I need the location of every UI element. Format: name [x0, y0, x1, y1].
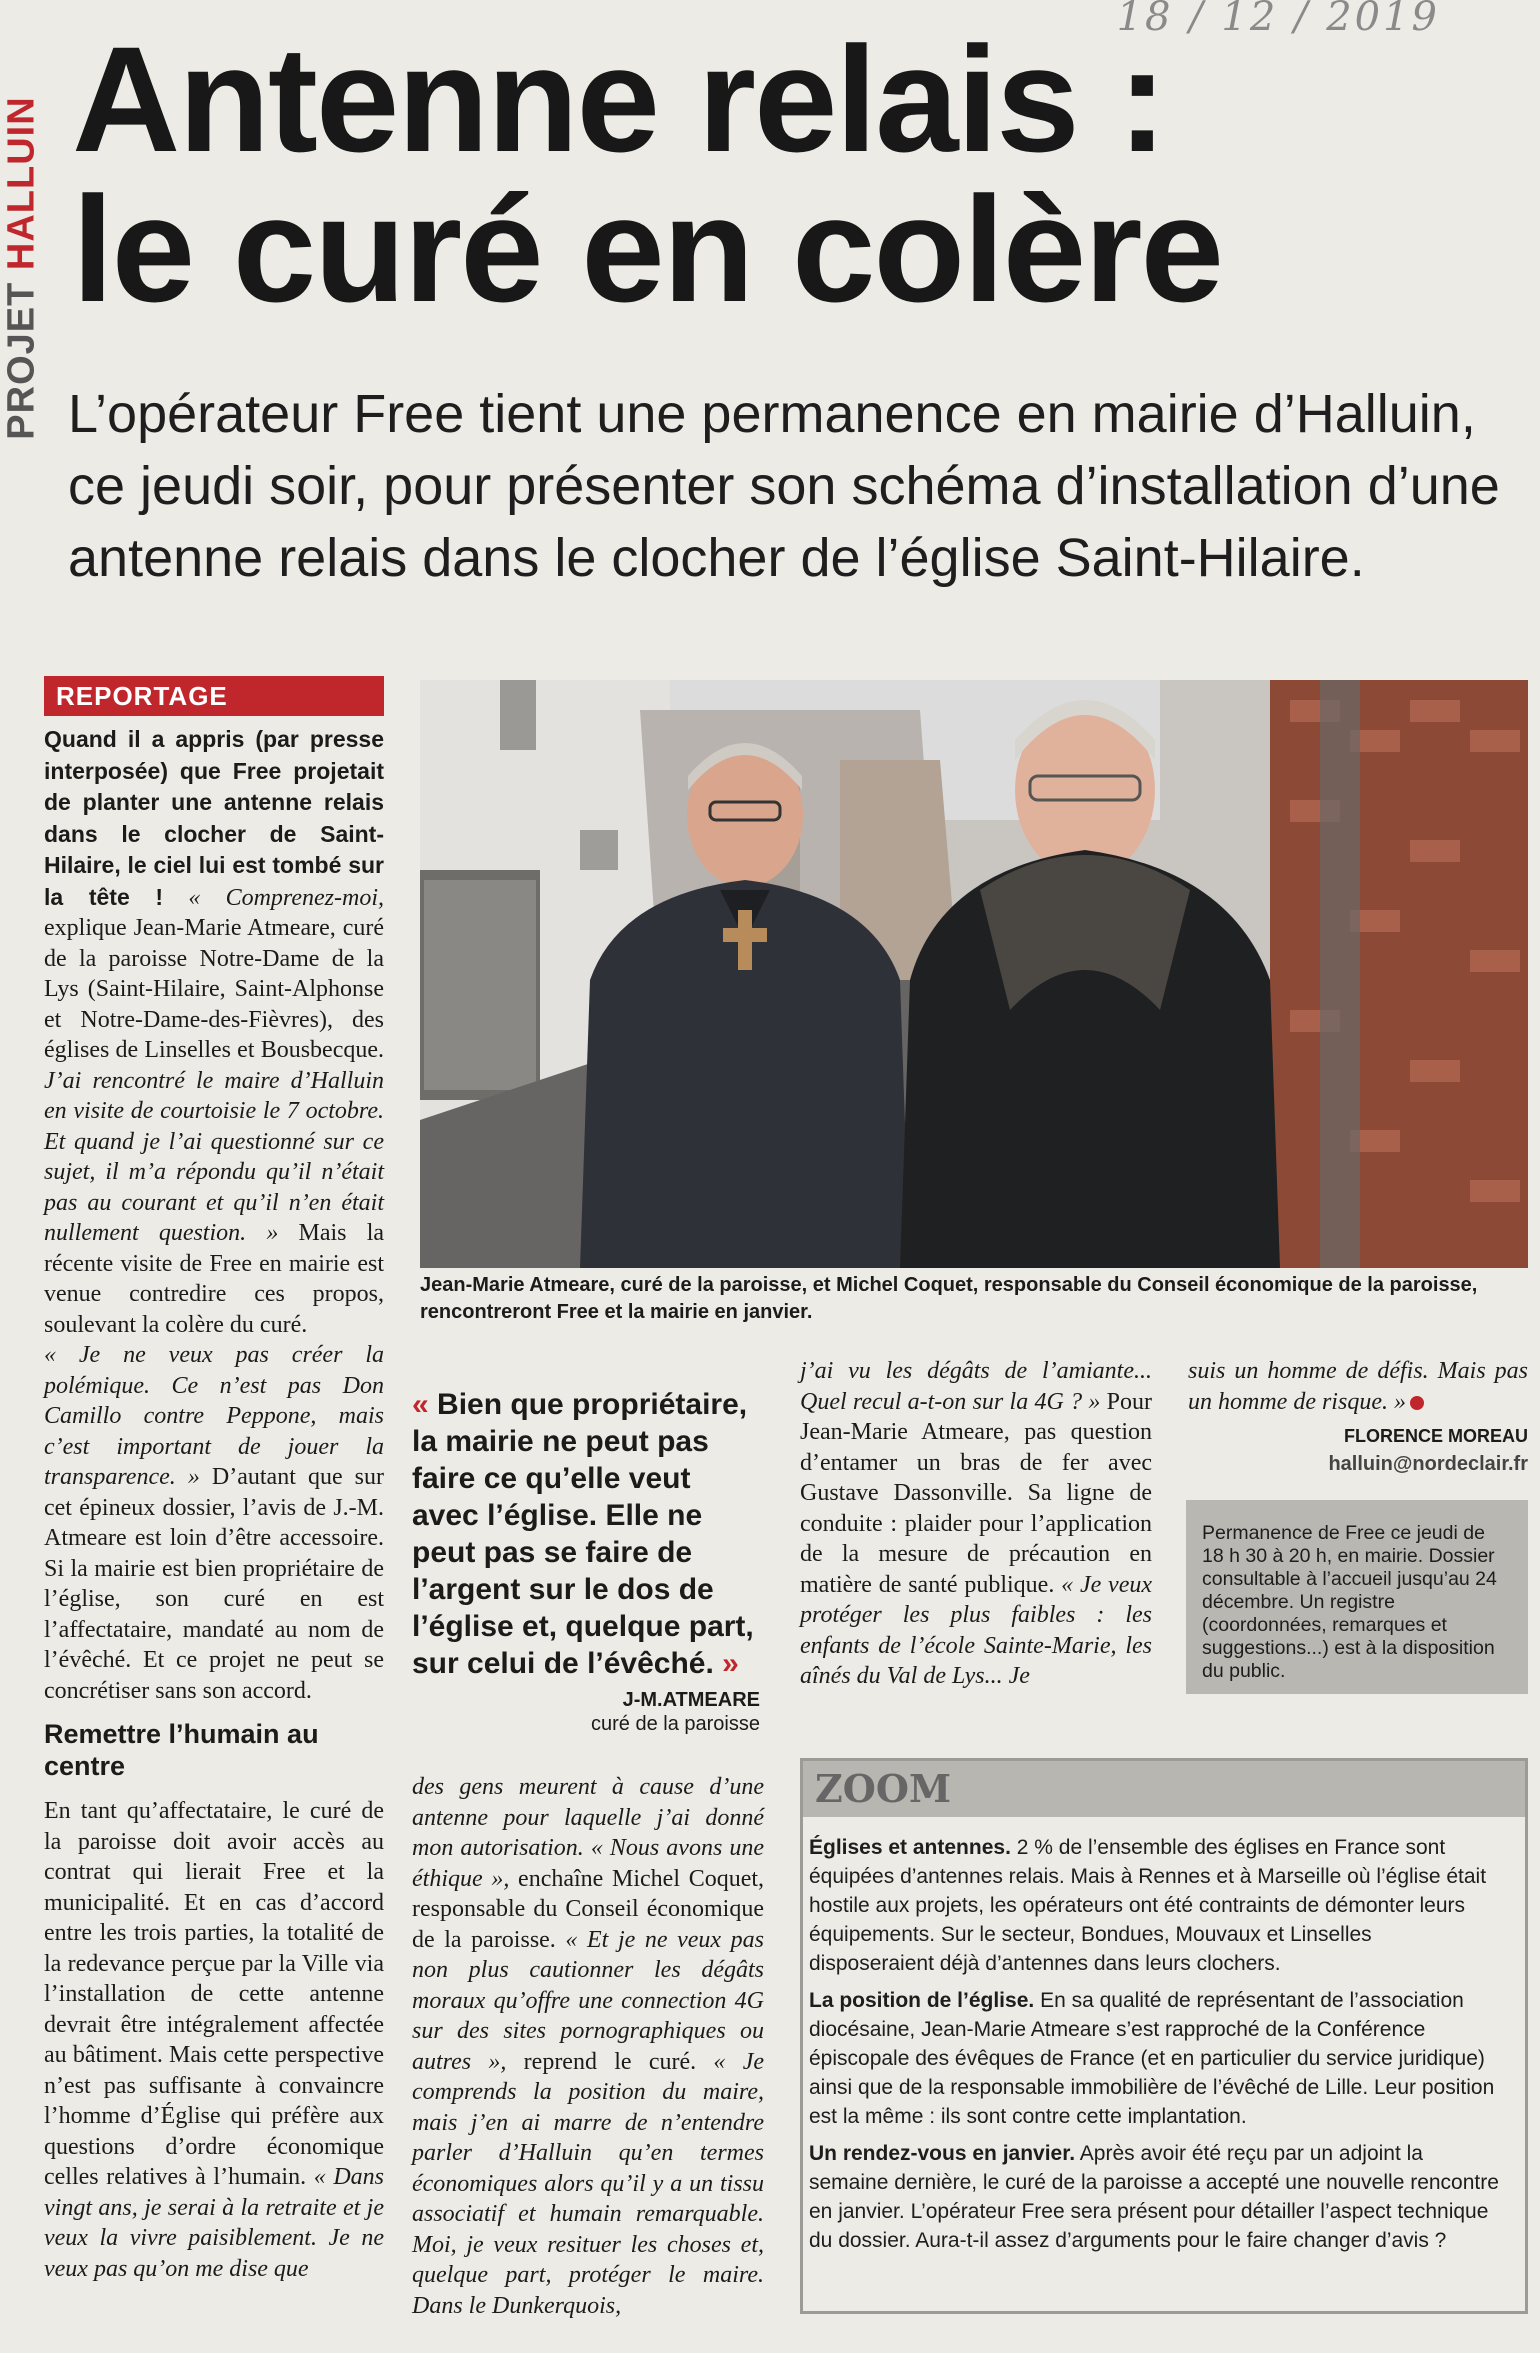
headline-line-1: Antenne relais :: [72, 15, 1166, 183]
handwritten-date: 18 / 12 / 2019: [1116, 0, 1440, 40]
quote-open-mark: «: [412, 1388, 429, 1421]
quote-fragment: J’ai rencontré le maire d’Halluin en visite de courtoisie le 7 octobre. Et quand je l’ai questionné sur ce sujet, il m’a répondu qu’il n’était pas au courant et qu’il n’en était nullement question. »: [44, 1067, 384, 1246]
pull-quote: [412, 1386, 760, 1736]
quote-fragment: « Comprenez-moi,: [188, 884, 384, 911]
quote-fragment: « Je ne veux pas créer la polémique. Ce n’est pas Don Camillo contre Peppone, mais c’est important de jouer la transparence. »: [44, 1342, 384, 1490]
body-text: reprend le curé.: [523, 2048, 697, 2075]
lead-paragraph: Quand il a appris (par presse interposée) que Free projetait de planter une antenne relais dans le clocher de Saint-Hilaire, le ciel lui est tombé sur la tête !: [44, 726, 384, 910]
body-text: Mais la récente visite de Free en mairie est venue contredire ces propos, soulevant la colère du curé.: [44, 1220, 385, 1338]
quote-fragment: j’ai vu les dégâts de l’amiante... Quel recul a-t-on sur la 4G ? »: [800, 1358, 1152, 1415]
two-men-photo-icon: [420, 680, 1528, 1268]
quote-author-role: curé de la paroisse: [591, 1713, 760, 1735]
zoom-title: ZOOM: [803, 1761, 1525, 1817]
zoom-point-text: En sa qualité de représentant de l’association diocésaine, Jean-Marie Atmeare s’est rapproché de la Conférence épiscopale des évêques de France (et en particulier du service juridique) ainsi que de la responsable immobilière de l’évêché de Lille. Leur position est la même : ils sont contre cette implantation.: [809, 1989, 1495, 2128]
article-column-3: [800, 1356, 1152, 1692]
body-text: enchaîne Michel Coquet, responsable du Conseil économique de la paroisse.: [412, 1865, 765, 1953]
zoom-box: [800, 1758, 1528, 2314]
quote-fragment: « Nous avons une éthique »,: [412, 1835, 764, 1892]
quote-fragment: des gens meurent à cause d’une antenne pour laquelle j’ai donné mon autorisation.: [412, 1774, 764, 1861]
section-rubric: [2, 18, 42, 518]
reportage-kicker: REPORTAGE: [44, 676, 384, 716]
quote-fragment: « Dans vingt ans, je serai à la retraite et je veux la vivre paisiblement. Je ne veux pas qu’on me dise que: [44, 2164, 385, 2282]
body-text: explique Jean-Marie Atmeare, curé de la paroisse Notre-Dame de la Lys (Saint-Hilaire, Saint-Alphonse et Notre-Dame-des-Fièvres), des églises de Linselles et Bousbecque.: [44, 915, 384, 1063]
body-text: Pour Jean-Marie Atmeare, pas question d’entamer un bras de fer avec Gustave Dassonville. Sa ligne de conduite : plaider pour l’application de la mesure de précaution en matière de santé publique.: [800, 1388, 1152, 1598]
quote-fragment: « Je veux protéger les plus faibles : les enfants de l’école Sainte-Marie, les aînés du Val de Lys... Je: [800, 1571, 1153, 1689]
author-email: halluin@nordeclair.fr: [1328, 1453, 1528, 1475]
practical-info-box: Permanence de Free ce jeudi de 18 h 30 à 20 h, en mairie. Dossier consultable à l’accueil jusqu’au 24 décembre. Un registre (coordonnées, remarques et suggestions...) est à la disposition du public.: [1186, 1500, 1528, 1694]
body-text: D’autant que sur cet épineux dossier, l’avis de J.-M. Atmeare est loin d’être accessoire. Si la mairie est bien propriétaire de l’église, son curé en est l’affectataire, mandaté au nom de l’évêché. Et ce projet ne peut se concrétiser sans son accord.: [44, 1464, 384, 1704]
zoom-point-text: 2 % de l’ensemble des églises en France sont équipées d’antennes relais. Mais à Rennes et à Marseille où l’église était hostile aux projets, les opérateurs ont été contraints de démonter leurs équipements. Sur le secteur, Bondues, Mouvaux et Linselles disposeraient déjà d’antennes dans leurs clochers.: [809, 1836, 1487, 1975]
quote-close-mark: »: [722, 1647, 739, 1680]
zoom-body: [809, 1833, 1499, 2263]
quote-fragment: suis un homme de défis. Mais pas un homme de risque. »: [1188, 1358, 1528, 1415]
article-photo: [420, 680, 1528, 1268]
rubric-place: HALLUIN: [0, 96, 43, 271]
article-column-1: [44, 724, 384, 2284]
zoom-point-title: Un rendez-vous en janvier.: [809, 2142, 1076, 2165]
zoom-point-text: Après avoir été reçu par un adjoint la semaine dernière, le curé de la paroisse a accepté une nouvelle rencontre en janvier. L’opérateur Free sera présent pour détailler l’aspect technique du dossier. Aura-t-il assez d’arguments pour le faire changer d’avis ?: [809, 2142, 1499, 2252]
zoom-point-title: La position de l’église.: [809, 1989, 1035, 2012]
zoom-point-title: Églises et antennes.: [809, 1836, 1011, 1859]
rubric-prefix: PROJET: [0, 281, 43, 440]
photo-caption: Jean-Marie Atmeare, curé de la paroisse, et Michel Coquet, responsable du Conseil économique de la paroisse, rencontreront Free et la mairie en janvier.: [420, 1274, 1478, 1323]
author-byline: FLORENCE MOREAU: [1344, 1426, 1528, 1446]
quote-author: J-M.ATMEARE: [622, 1689, 760, 1711]
article-column-4: [1188, 1356, 1528, 1479]
body-text: En tant qu’affectataire, le curé de la paroisse doit avoir accès au contrat qui lierait Free et la municipalité. Et en cas d’accord entre les trois parties, la totalité de la redevance perçue par la Ville via l’installation de cette antenne devrait être intégralement affectée au bâtiment. Mais cette perspective n’est pas suffisante à convaincre l’homme d’Église qui préfère aux questions d’ordre économique celles relatives à l’humain.: [44, 1798, 384, 2190]
end-bullet-icon: [1410, 1396, 1424, 1410]
quote-fragment: « Je comprends la position du maire, mais j’en ai marre de n’entendre parler d’Halluin qu’en termes économiques alors qu’il y a un tissu associatif et humain remarquable. Moi, je veux resituer les choses et, quelque part, protéger le maire. Dans le Dunkerquois,: [412, 2048, 765, 2319]
headline-line-2: le curé en colère: [72, 165, 1222, 333]
pull-quote-text: Bien que propriétaire, la mairie ne peut pas faire ce qu’elle veut avec l’église. Elle ne peut pas se faire de l’argent sur le dos de l’église et, quelque part, sur celui de l’évêché.: [412, 1388, 754, 1680]
quote-fragment: « Et je ne veux pas non plus cautionner les dégâts moraux qu’offre une connection 4G sur des sites pornographiques ou autres »,: [412, 1926, 764, 2075]
standfirst: L’opérateur Free tient une permanence en mairie d’Halluin, ce jeudi soir, pour présenter son schéma d’installation d’une antenne relais dans le clocher de l’église Saint-Hilaire.: [68, 384, 1500, 588]
subheading: Remettre l’humain au centre: [44, 1719, 319, 1781]
article-column-2: [412, 1772, 764, 2321]
